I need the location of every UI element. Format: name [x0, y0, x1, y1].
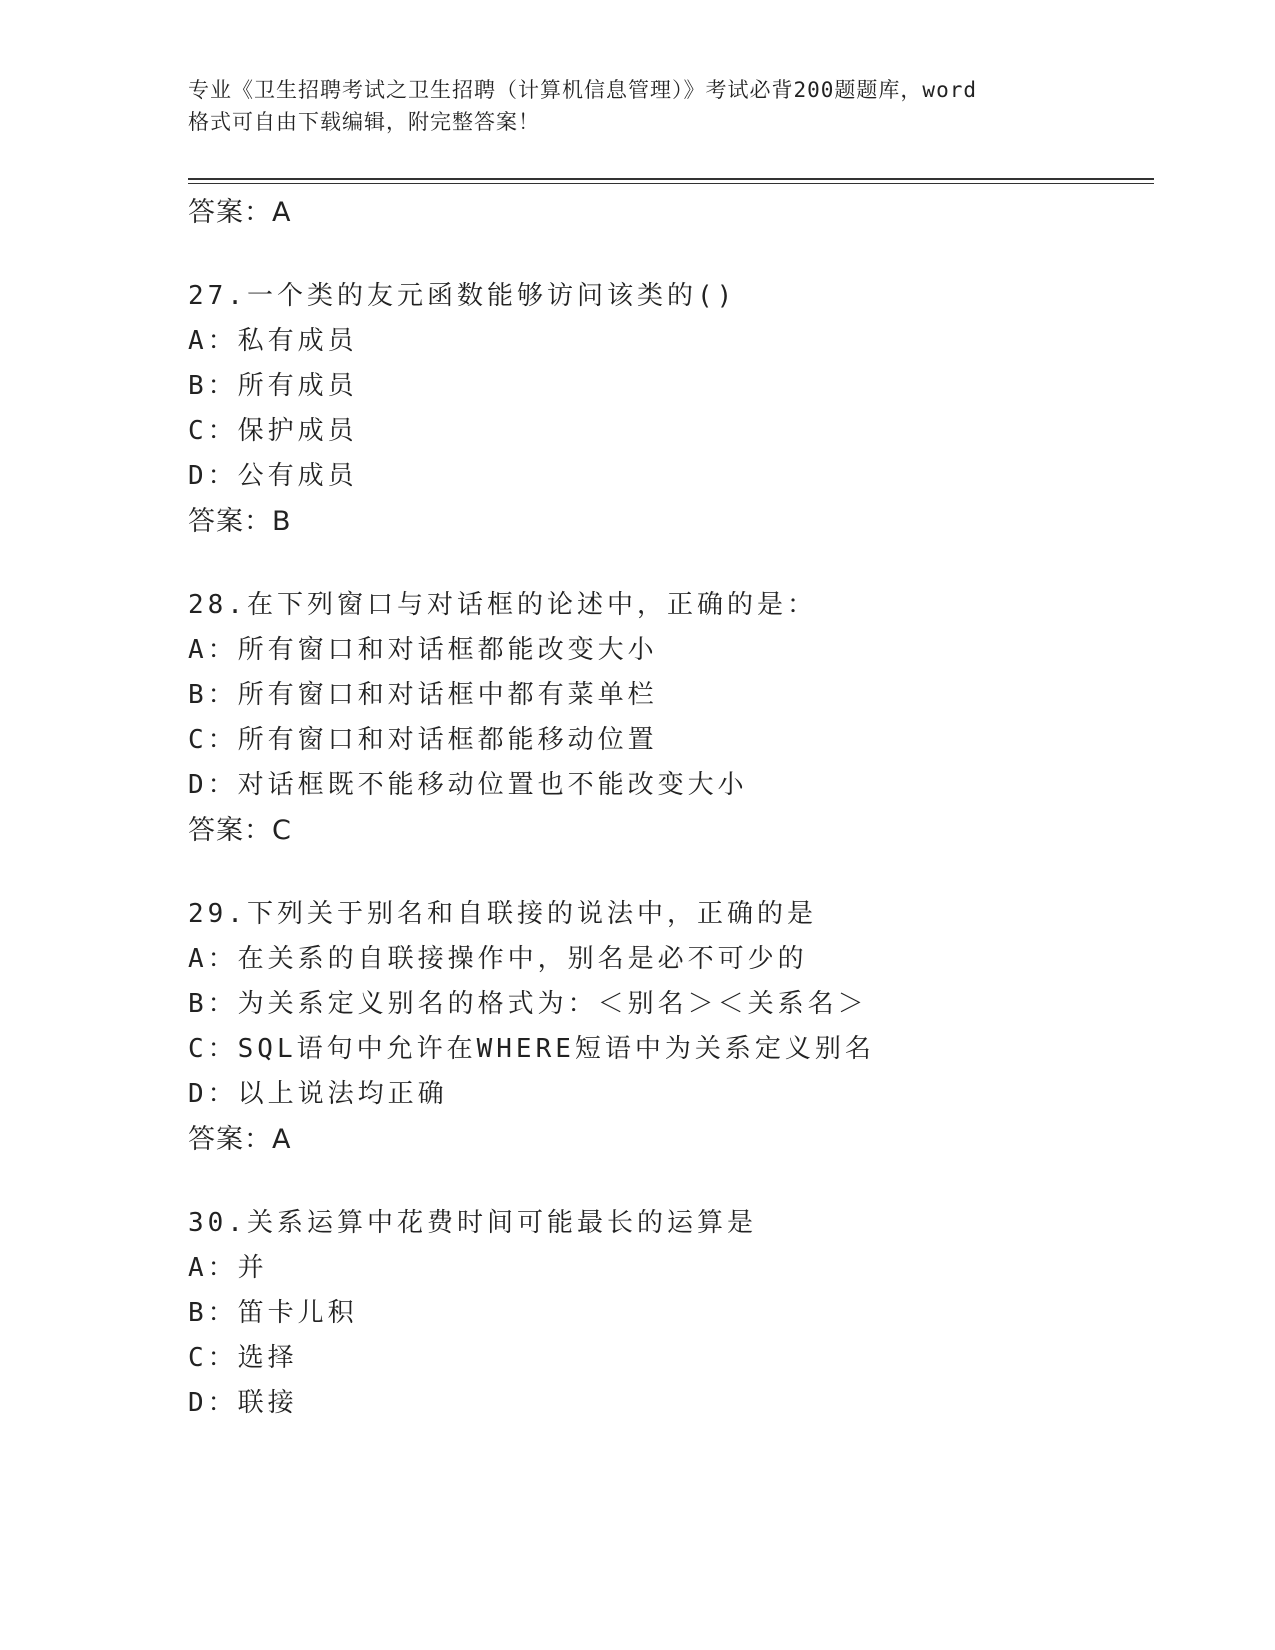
answer-line: 答案：B — [188, 506, 292, 537]
option-c: C：SQL语句中允许在WHERE短语中为关系定义别名 — [188, 1034, 875, 1064]
option-b: B：为关系定义别名的格式为：＜别名＞＜关系名＞ — [188, 989, 868, 1019]
answer-line: 答案：C — [188, 815, 292, 846]
option-a: A：并 — [188, 1253, 268, 1283]
question-text: 29.下列关于别名和自联接的说法中，正确的是 — [188, 899, 817, 929]
header-divider-thin — [188, 183, 1154, 184]
answer-line: 答案：A — [188, 1124, 292, 1155]
option-c: C：选择 — [188, 1343, 298, 1373]
option-b: B：笛卡儿积 — [188, 1298, 358, 1328]
question-text: 28.在下列窗口与对话框的论述中，正确的是： — [188, 590, 817, 620]
option-c: C：保护成员 — [188, 416, 358, 446]
header-line-2: 格式可自由下载编辑，附完整答案！ — [188, 110, 540, 134]
option-d: D：联接 — [188, 1388, 298, 1418]
option-d: D：对话框既不能移动位置也不能改变大小 — [188, 770, 748, 800]
option-c: C：所有窗口和对话框都能移动位置 — [188, 725, 658, 755]
question-list — [188, 190, 1148, 1426]
header-divider — [188, 178, 1154, 180]
question-block — [188, 583, 1148, 854]
option-b: B：所有窗口和对话框中都有菜单栏 — [188, 680, 658, 710]
question-block — [188, 274, 1148, 545]
header-line-1: 专业《卫生招聘考试之卫生招聘（计算机信息管理）》考试必背200题题库，word — [188, 78, 977, 102]
option-b: B：所有成员 — [188, 371, 358, 401]
option-a: A：所有窗口和对话框都能改变大小 — [188, 635, 658, 665]
answer-line: 答案：A — [188, 197, 292, 228]
question-block — [188, 892, 1148, 1163]
option-d: D：以上说法均正确 — [188, 1079, 448, 1109]
option-d: D：公有成员 — [188, 461, 358, 491]
question-block — [188, 1201, 1148, 1426]
question-text: 30.关系运算中花费时间可能最长的运算是 — [188, 1208, 757, 1238]
option-a: A：在关系的自联接操作中，别名是必不可少的 — [188, 944, 808, 974]
document-header — [188, 74, 1088, 138]
question-text: 27.一个类的友元函数能够访问该类的() — [188, 281, 737, 311]
option-a: A：私有成员 — [188, 326, 358, 356]
